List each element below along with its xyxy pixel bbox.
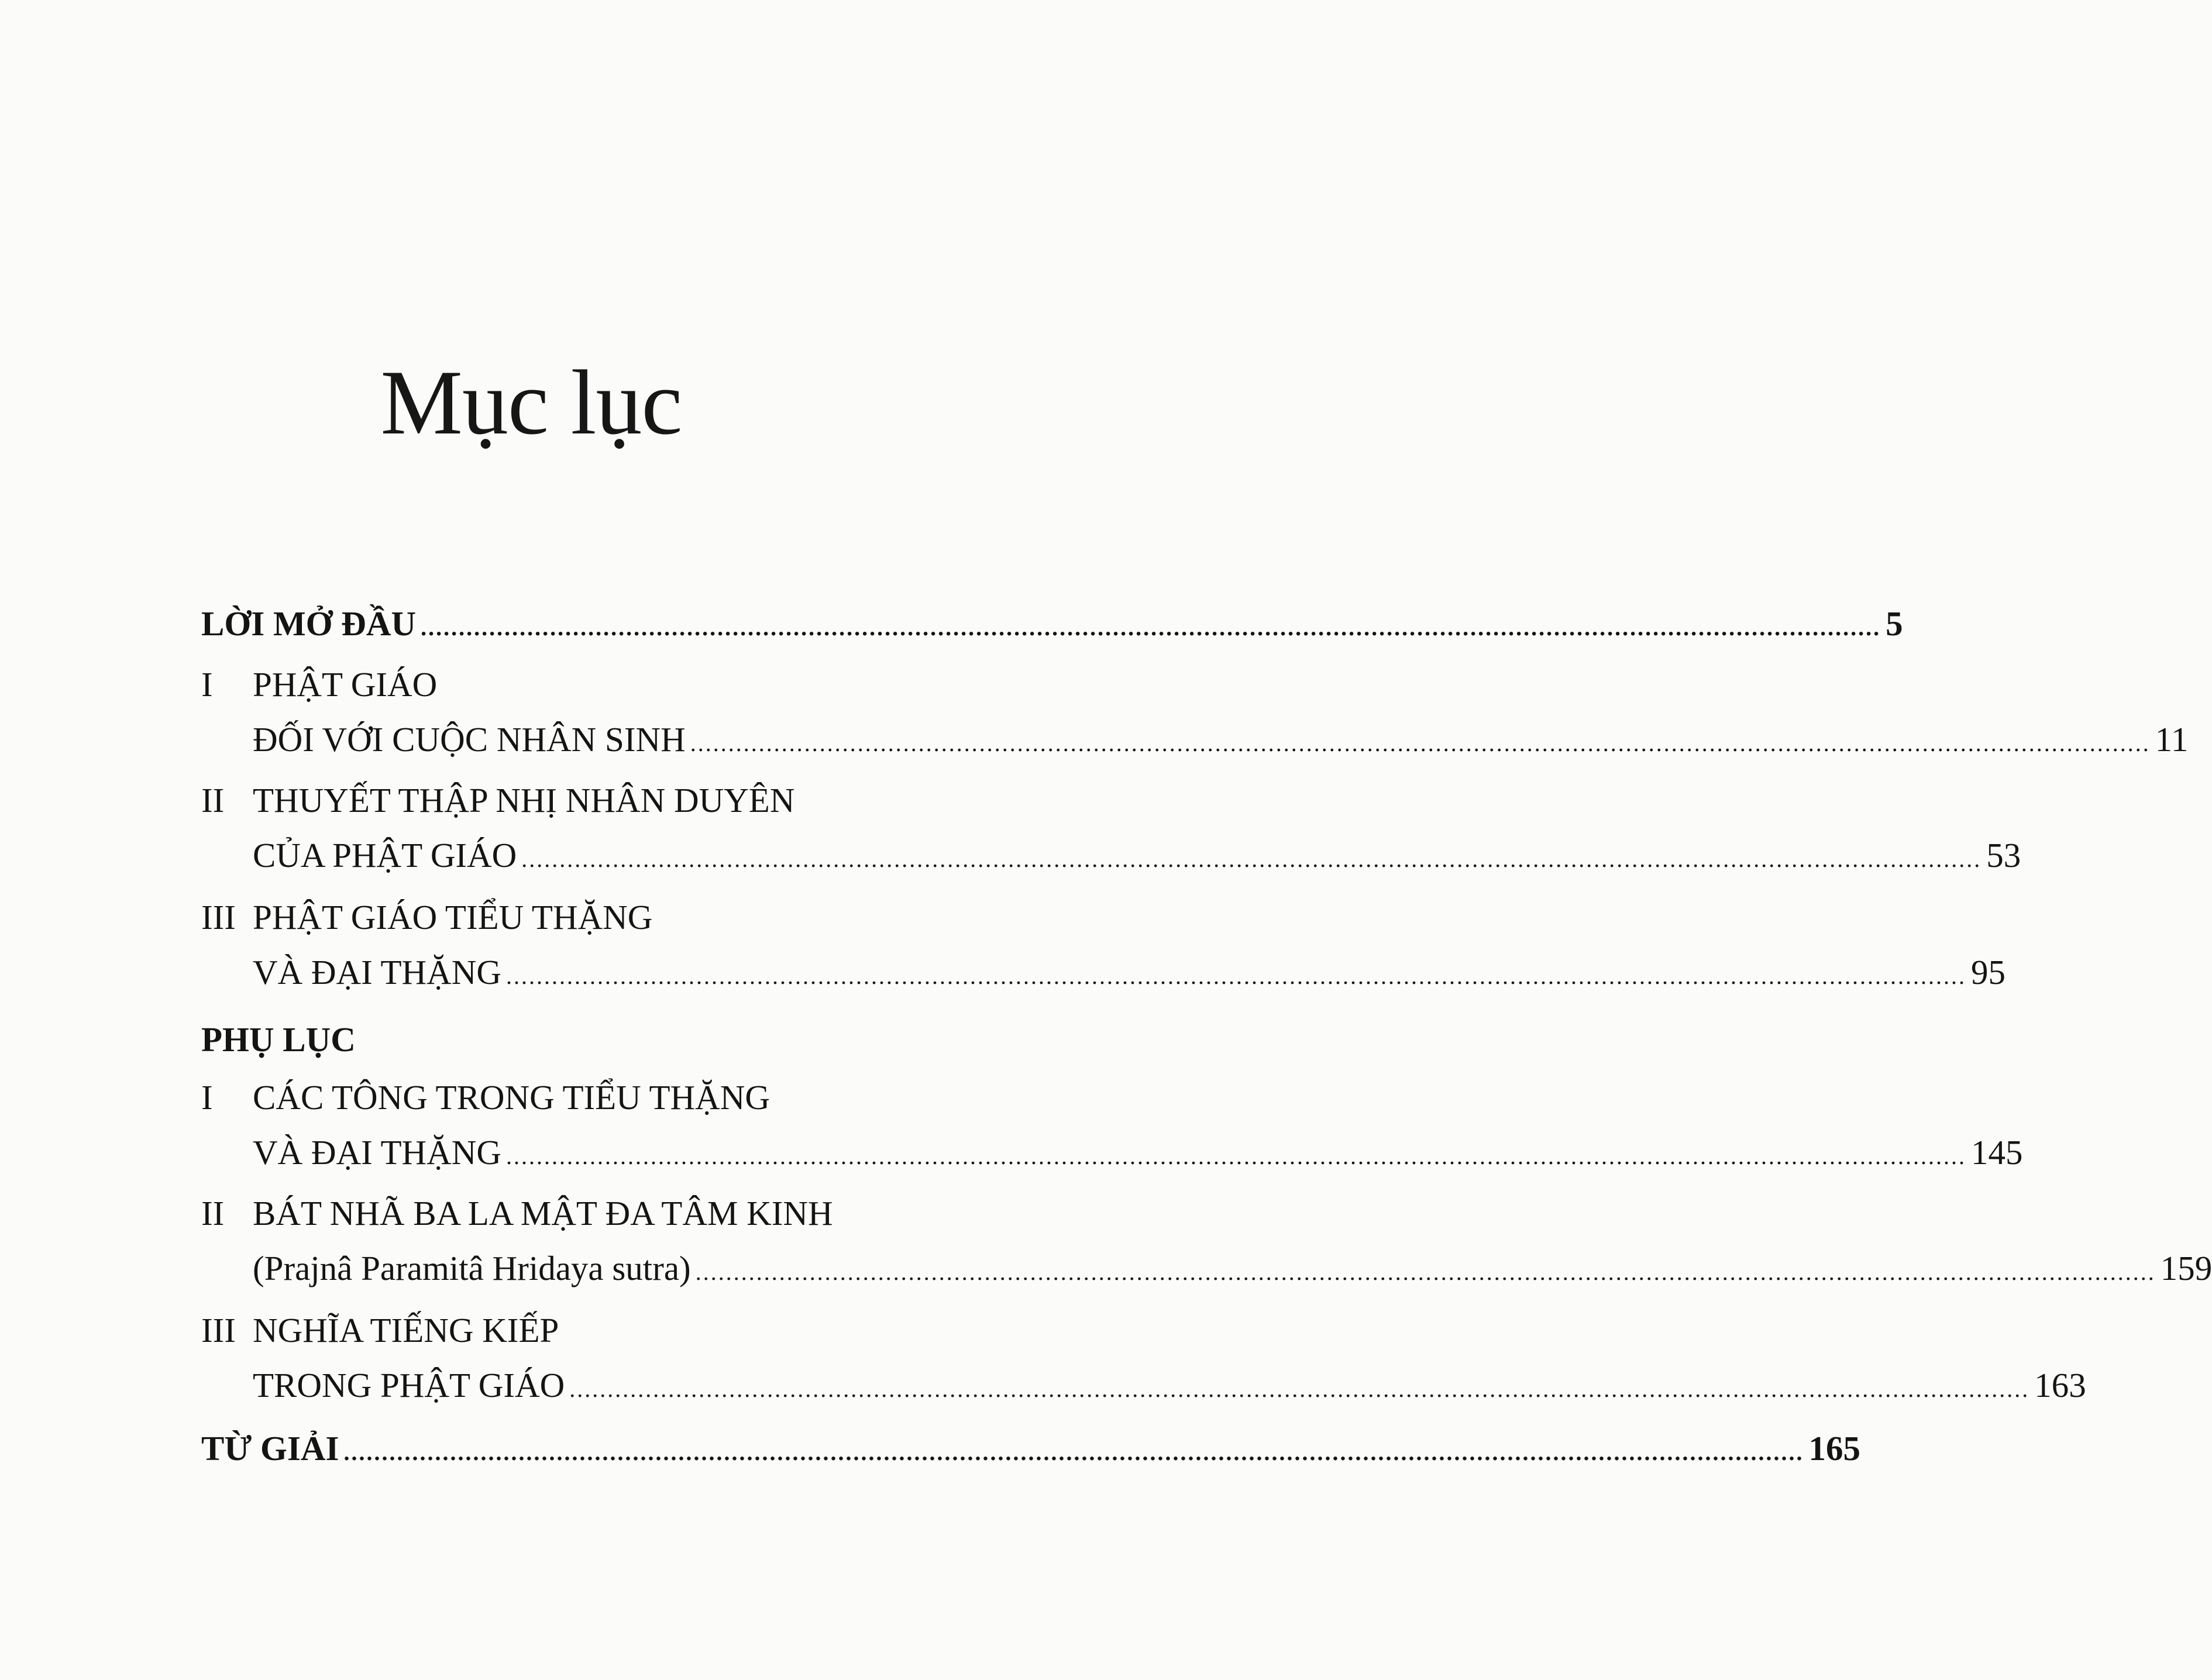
dot-leader: ................................................................................................................................................................................................	[695, 1259, 2156, 1285]
toc-entry-title: VÀ ĐẠI THẶNG	[253, 953, 501, 992]
toc-entry-title: (Prajnâ Paramitâ Hridaya sutra)	[253, 1249, 691, 1287]
toc-entry-appendix-2-cont[interactable]	[253, 1245, 2212, 1292]
dot-leader: ................................................................................................................................................................................................	[521, 846, 1982, 872]
toc-entry-title: PHẬT GIÁO	[253, 665, 438, 704]
toc-entry-chapter-1-cont[interactable]	[253, 716, 2189, 763]
toc-page-number: 11	[2155, 720, 2189, 759]
toc-entry-preface[interactable]	[201, 600, 1903, 647]
toc-entry-title: PHẬT GIÁO TIỂU THẶNG	[253, 898, 653, 937]
dot-leader: ................................................................................................................................................................................................	[505, 963, 1966, 989]
toc-section-appendix[interactable]	[201, 1016, 917, 1063]
page-title: Mục lục	[380, 352, 682, 454]
dot-leader: ................................................................................................................................................................................................	[569, 1376, 2030, 1402]
toc-entry-numeral: I	[201, 1078, 213, 1117]
toc-entry-title: LỜI MỞ ĐẦU	[201, 604, 417, 643]
toc-entry-title: ĐỐI VỚI CUỘC NHÂN SINH	[253, 720, 686, 759]
toc-page-number: 159	[2160, 1249, 2212, 1287]
toc-entry-chapter-2-cont[interactable]	[253, 832, 2021, 879]
toc-section-title: PHỤ LỤC	[201, 1020, 356, 1059]
toc-entry-appendix-1-cont[interactable]	[253, 1129, 2023, 1176]
toc-entry-glossary[interactable]	[201, 1425, 1860, 1472]
toc-page-number: 165	[1808, 1429, 1860, 1468]
toc-entry-title: NGHĨA TIẾNG KIẾP	[253, 1311, 559, 1349]
toc-entry-chapter-2[interactable]	[201, 777, 917, 824]
toc-entry-title: BÁT NHÃ BA LA MẬT ĐA TÂM KINH	[253, 1194, 833, 1233]
toc-entry-appendix-1[interactable]	[201, 1074, 917, 1121]
toc-page-number: 145	[1970, 1133, 2023, 1172]
toc-page-number: 95	[1970, 953, 2005, 992]
toc-entry-title: TRONG PHẬT GIÁO	[253, 1366, 565, 1404]
toc-entry-title: VÀ ĐẠI THẶNG	[253, 1133, 501, 1172]
toc-entry-appendix-3-cont[interactable]	[253, 1362, 2086, 1409]
toc-page-number: 163	[2034, 1366, 2086, 1404]
toc-entry-appendix-3[interactable]	[201, 1307, 917, 1354]
toc-page-number: 53	[1986, 836, 2021, 875]
toc-entry-title: TỪ GIẢI	[201, 1429, 339, 1468]
dot-leader: ................................................................................................................................................................................................	[421, 614, 1881, 641]
toc-entry-chapter-1[interactable]	[201, 661, 917, 708]
toc-entry-appendix-2[interactable]	[201, 1190, 917, 1237]
dot-leader: ................................................................................................................................................................................................	[343, 1439, 1804, 1465]
dot-leader: ................................................................................................................................................................................................	[505, 1143, 1966, 1169]
toc-entry-numeral: II	[201, 781, 225, 820]
dot-leader: ................................................................................................................................................................................................	[690, 730, 2151, 756]
toc-entry-numeral: II	[201, 1194, 225, 1233]
toc-page-number: 5	[1886, 604, 1903, 643]
toc-entry-title: CÁC TÔNG TRONG TIỂU THẶNG	[253, 1078, 770, 1117]
toc-entry-chapter-3[interactable]	[201, 894, 917, 941]
toc-entry-numeral: I	[201, 665, 213, 704]
toc-entry-numeral: III	[201, 1311, 236, 1349]
toc-entry-chapter-3-cont[interactable]	[253, 949, 2005, 996]
toc-entry-title: CỦA PHẬT GIÁO	[253, 836, 517, 875]
toc-entry-title: THUYẾT THẬP NHỊ NHÂN DUYÊN	[253, 781, 795, 820]
toc-entry-numeral: III	[201, 898, 236, 937]
